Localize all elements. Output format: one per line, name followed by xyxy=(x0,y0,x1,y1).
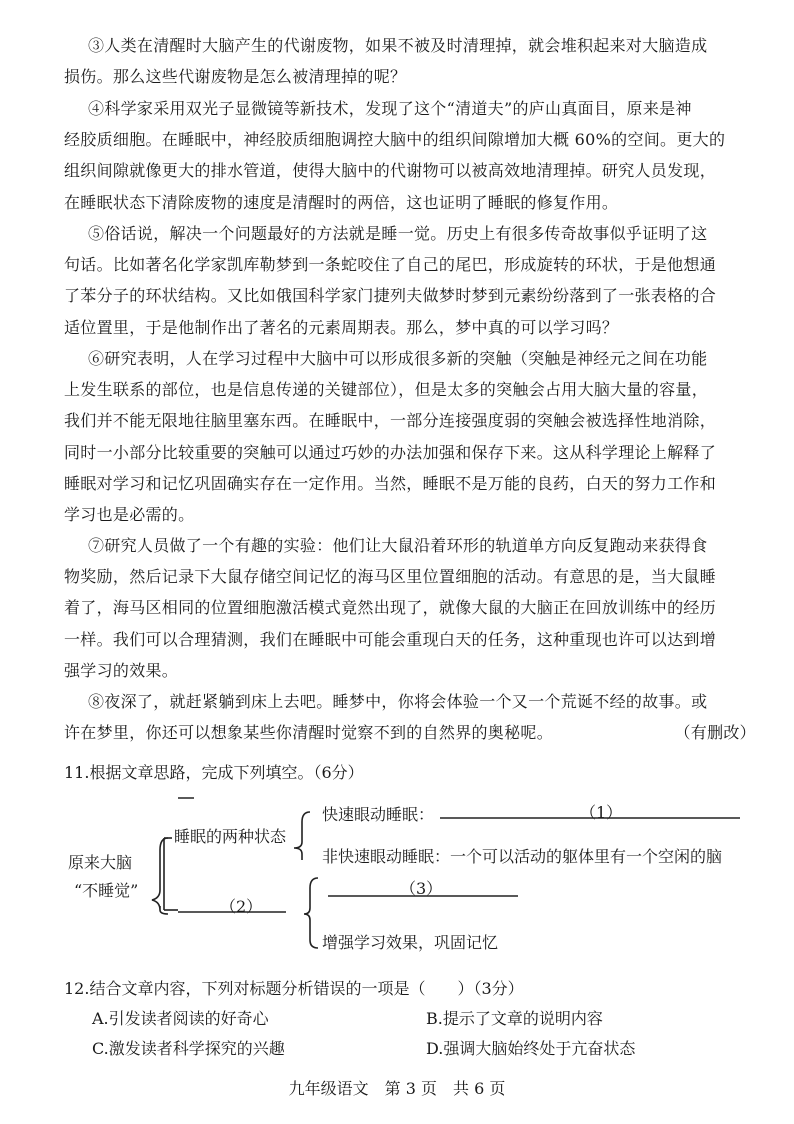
question-12-prompt: 12.结合文章内容，下列对标题分析错误的一项是（ ）（3分） xyxy=(64,979,524,998)
paragraph-3 xyxy=(64,30,756,92)
paragraph-line: ④科学家采用双光子显微镜等新技术，发现了这个“清道夫”的庐山真面目，原来是神 xyxy=(88,99,692,118)
paragraph-line: 在睡眠状态下清除废物的速度是清醒时的两倍，这也证明了睡眠的修复作用。 xyxy=(64,192,619,212)
option-b[interactable]: B.提示了文章的说明内容 xyxy=(426,1009,603,1028)
paragraph-line: 睡眠对学习和记忆巩固确实存在一定作用。当然，睡眠不是万能的良药，白天的努力工作和 xyxy=(64,473,717,493)
diagram-effect: 增强学习效果，巩固记忆 xyxy=(322,933,499,952)
paragraph-5 xyxy=(64,218,756,343)
paragraph-line: 了苯分子的环状结构。又比如俄国科学家门捷列夫做梦时梦到元素纷纷落到了一张表格的合 xyxy=(64,286,717,306)
paragraph-line: 经胶质细胞。在睡眠中，神经胶质细胞调控大脑中的组织间隙增加大概 60%的空间。更大的 xyxy=(64,130,726,150)
paragraph-8 xyxy=(64,686,756,748)
paragraph-line: ③人类在清醒时大脑产生的代谢废物，如果不被及时清理掉，就会堆积起来对大脑造成 xyxy=(88,36,708,55)
paragraph-line: 同时一小部分比较重要的突触可以通过巧妙的办法加强和保存下来。这从科学理论上解释了 xyxy=(64,442,717,462)
paragraph-line: 着了，海马区相同的位置细胞激活模式竟然出现了，就像大鼠的大脑正在回放训练中的经历 xyxy=(64,598,717,618)
diagram-rem-sleep: 快速眼动睡眠： xyxy=(322,805,435,824)
paragraph-7 xyxy=(64,530,756,686)
option-d[interactable]: D.强调大脑始终处于亢奋状态 xyxy=(426,1039,636,1058)
paragraph-line: ⑦研究人员做了一个有趣的实验：他们让大鼠沿着环形的轨道单方向反复跑动来获得食 xyxy=(88,536,708,555)
question-11-diagram xyxy=(60,790,780,960)
page-footer: 九年级语文 第 3 页 共 6 页 xyxy=(288,1079,506,1098)
paragraph-line: 适位置里，于是他制作出了著名的元素周期表。那么，梦中真的可以学习吗？ xyxy=(64,317,619,337)
blank-3-marker[interactable]: （3） xyxy=(400,879,443,898)
paragraph-line: 组织间隙就像更大的排水管道，使得大脑中的代谢物可以被高效地清理掉。研究人员发现， xyxy=(64,161,717,181)
paragraph-line: 强学习的效果。 xyxy=(64,660,179,680)
paragraph-4 xyxy=(64,93,756,218)
option-a[interactable]: A.引发读者阅读的好奇心 xyxy=(92,1009,269,1028)
paragraph-line: 物奖励，然后记录下大鼠存储空间记忆的海马区里位置细胞的活动。有意思的是，当大鼠睡 xyxy=(64,567,717,587)
paragraph-text: 许在梦里，你还可以想象某些你清醒时觉察不到的自然界的奥秘呢。 xyxy=(64,723,554,743)
paragraph-line: ⑧夜深了，就赶紧躺到床上去吧。睡梦中，你将会体验一个又一个荒诞不经的故事。或 xyxy=(88,692,708,711)
paragraph-line: ⑤俗话说，解决一个问题最好的方法就是睡一觉。历史上有很多传奇故事似乎证明了这 xyxy=(88,224,708,243)
question-11-prompt: 11.根据文章思路，完成下列填空。（6分） xyxy=(64,763,364,782)
diagram-branch-sleep-states: 睡眠的两种状态 xyxy=(174,827,287,846)
diagram-nrem-sleep: 非快速眼动睡眠：一个可以活动的躯体里有一个空闲的脑 xyxy=(322,847,723,866)
option-c[interactable]: C.激发读者科学探究的兴趣 xyxy=(92,1039,285,1058)
paragraph-line: 上发生联系的部位，也是信息传递的关键部位），但是太多的突触会占用大脑大量的容量， xyxy=(64,380,709,400)
diagram-root-label: 原来大脑 xyxy=(68,853,133,872)
paragraph-line: 损伤。那么这些代谢废物是怎么被清理掉的呢？ xyxy=(64,67,407,87)
paragraph-line: 一样。我们可以合理猜测，我们在睡眠中可能会重现白天的任务，这种重现也许可以达到增 xyxy=(64,629,717,649)
paragraph-line: ⑥研究表明，人在学习过程中大脑中可以形成很多新的突触（突触是神经元之间在功能 xyxy=(88,349,708,368)
diagram-root-label-2: “不睡觉” xyxy=(74,881,139,900)
edited-note: （有删改） xyxy=(674,723,756,743)
blank-1-marker[interactable]: （1） xyxy=(580,803,623,822)
paragraph-line xyxy=(64,717,756,748)
paragraph-6 xyxy=(64,343,756,530)
paragraph-line: 句话。比如著名化学家凯库勒梦到一条蛇咬住了自己的尾巴，形成旋转的环状，于是他想通 xyxy=(64,255,717,275)
paragraph-line: 学习也是必需的。 xyxy=(64,505,195,525)
paragraph-line: 我们并不能无限地往脑里塞东西。在睡眠中，一部分连接强度弱的突触会被选择性地消除， xyxy=(64,411,717,431)
blank-2-marker[interactable]: （2） xyxy=(220,897,263,916)
